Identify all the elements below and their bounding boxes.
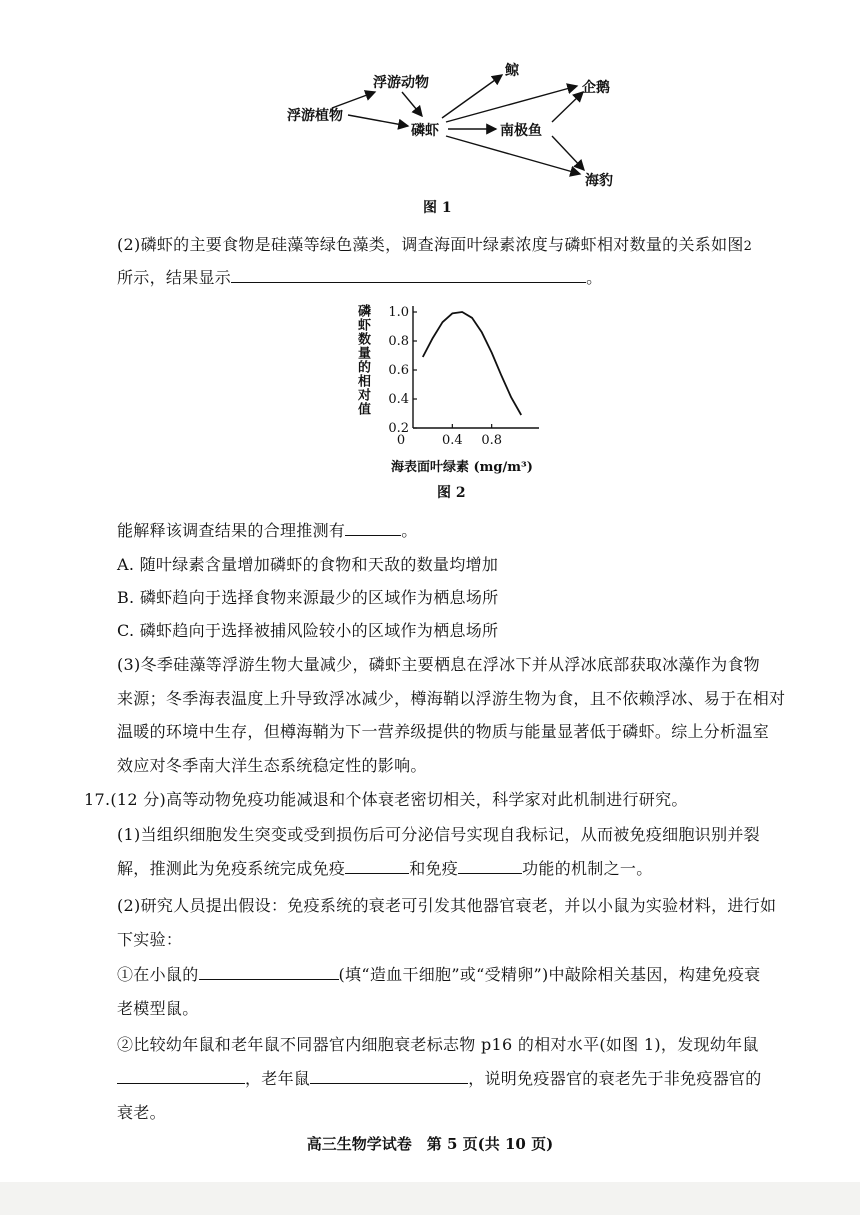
option-a: A. 随叶绿素含量增加磷虾的食物和天敌的数量均增加 <box>117 555 499 574</box>
step1-text-a: ①在小鼠的 <box>117 965 199 984</box>
chart-y-label: 磷虾数量的相对值 <box>355 304 370 416</box>
node-zooplankton: 浮游动物 <box>373 75 429 91</box>
figure-1-food-web <box>270 50 630 200</box>
q17-title: 17.(12 分)高等动物免疫功能减退和个体衰老密切相关，科学家对此机制进行研究。 <box>84 790 688 809</box>
figure-1-caption: 图 1 <box>423 200 452 216</box>
step2-text-b: ，老年鼠 <box>245 1069 311 1088</box>
q2-result-prefix: 所示，结果显示 <box>117 268 232 287</box>
chart-x-tick-label: 0 <box>396 433 406 448</box>
step1-text-b: (填“造血干细胞”或“受精卵”)中敲除相关基因，构建免疫衰 <box>338 965 761 984</box>
chart-series-line <box>423 312 521 415</box>
node-antarctic-fish: 南极鱼 <box>500 123 542 139</box>
chart-x-tick-label: 0.8 <box>481 433 503 448</box>
q17-step2-line-2 <box>117 1066 762 1089</box>
chart-y-tick-label: 0.6 <box>388 363 409 378</box>
p1-text-c: 功能的机制之一。 <box>522 859 653 878</box>
chart-y-tick-label: 0.2 <box>388 421 409 436</box>
young-mice-blank[interactable] <box>117 1069 245 1084</box>
q2-period: 。 <box>586 268 603 287</box>
chart-y-tick-label: 0.4 <box>388 392 409 407</box>
food-web-arrows <box>270 50 630 200</box>
option-c: C. 磷虾趋向于选择被捕风险较小的区域作为栖息场所 <box>117 621 499 640</box>
q3-line-1: (3)冬季硅藻等浮游生物大量减少，磷虾主要栖息在浮冰下并从浮冰底部获取冰藻作为食物 <box>117 655 760 674</box>
option-b: B. 磷虾趋向于选择食物来源最少的区域作为栖息场所 <box>117 588 499 607</box>
q17-p1-line-2 <box>117 856 653 879</box>
q17-p2-line-1: (2)研究人员提出假设：免疫系统的衰老可引发其他器官衰老，并以小鼠为实验材料，进行如 <box>117 896 777 915</box>
chart-svg <box>355 300 555 480</box>
scan-bottom-edge <box>0 1182 860 1215</box>
chart-x-tick-label: 0.4 <box>441 433 463 448</box>
immune-function-blank-2[interactable] <box>458 859 522 874</box>
immune-function-blank-1[interactable] <box>345 859 409 874</box>
node-krill: 磷虾 <box>411 123 439 139</box>
q2-line-1 <box>117 232 752 255</box>
q17-step2-line-1: ②比较幼年鼠和老年鼠不同器官内细胞衰老标志物 p16 的相对水平(如图 1)，发现幼年鼠 <box>117 1035 759 1054</box>
q17-p2-line-2: 下实验： <box>117 930 183 949</box>
chart-x-label: 海表面叶绿素 (mg/m³) <box>391 460 533 475</box>
q3-line-2: 来源；冬季海表温度上升导致浮冰减少，樽海鞘以浮游生物为食，且不依赖浮冰、易于在相对 <box>117 689 786 708</box>
q3-line-4: 效应对冬季南大洋生态系统稳定性的影响。 <box>117 756 427 775</box>
q2-line-2 <box>117 265 602 288</box>
q2-options-prompt <box>117 518 418 541</box>
options-answer-blank[interactable] <box>345 521 401 536</box>
node-phytoplankton: 浮游植物 <box>287 108 343 124</box>
figure-2-chart <box>355 300 555 480</box>
q3-line-3: 温暖的环境中生存，但樽海鞘为下一营养级提供的物质与能量显著低于磷虾。综上分析温室 <box>117 722 770 741</box>
q17-step1-line-1 <box>117 962 760 985</box>
figure-2-caption: 图 2 <box>437 485 466 501</box>
q2-figure-number: 2 <box>743 239 753 254</box>
step2-text-c: ，说明免疫器官的衰老先于非免疫器官的 <box>468 1069 762 1088</box>
options-prompt-text: 能解释该调查结果的合理推测有 <box>117 521 346 540</box>
cell-type-blank[interactable] <box>199 965 339 980</box>
page-footer: 高三生物学试卷 第 5 页(共 10 页) <box>306 1135 554 1153</box>
node-seal: 海豹 <box>585 173 613 189</box>
q17-step2-line-3: 衰老。 <box>117 1103 166 1122</box>
p1-text-b: 和免疫 <box>409 859 459 878</box>
q2-result-blank[interactable] <box>231 268 586 283</box>
node-whale: 鲸 <box>505 63 519 79</box>
chart-y-tick-label: 0.8 <box>388 334 409 349</box>
p1-text-a: 解，推测此为免疫系统完成免疫 <box>117 859 346 878</box>
q17-p1-line-1: (1)当组织细胞发生突变或受到损伤后可分泌信号实现自我标记，从而被免疫细胞识别并裂 <box>117 825 760 844</box>
chart-y-tick-label: 1.0 <box>388 305 409 320</box>
options-prompt-end: 。 <box>401 521 418 540</box>
q2-text: (2)磷虾的主要食物是硅藻等绿色藻类，调查海面叶绿素浓度与磷虾相对数量的关系如图 <box>117 235 744 254</box>
old-mice-blank[interactable] <box>310 1069 468 1084</box>
node-penguin: 企鹅 <box>582 80 610 96</box>
q17-step1-line-2: 老模型鼠。 <box>117 999 199 1018</box>
